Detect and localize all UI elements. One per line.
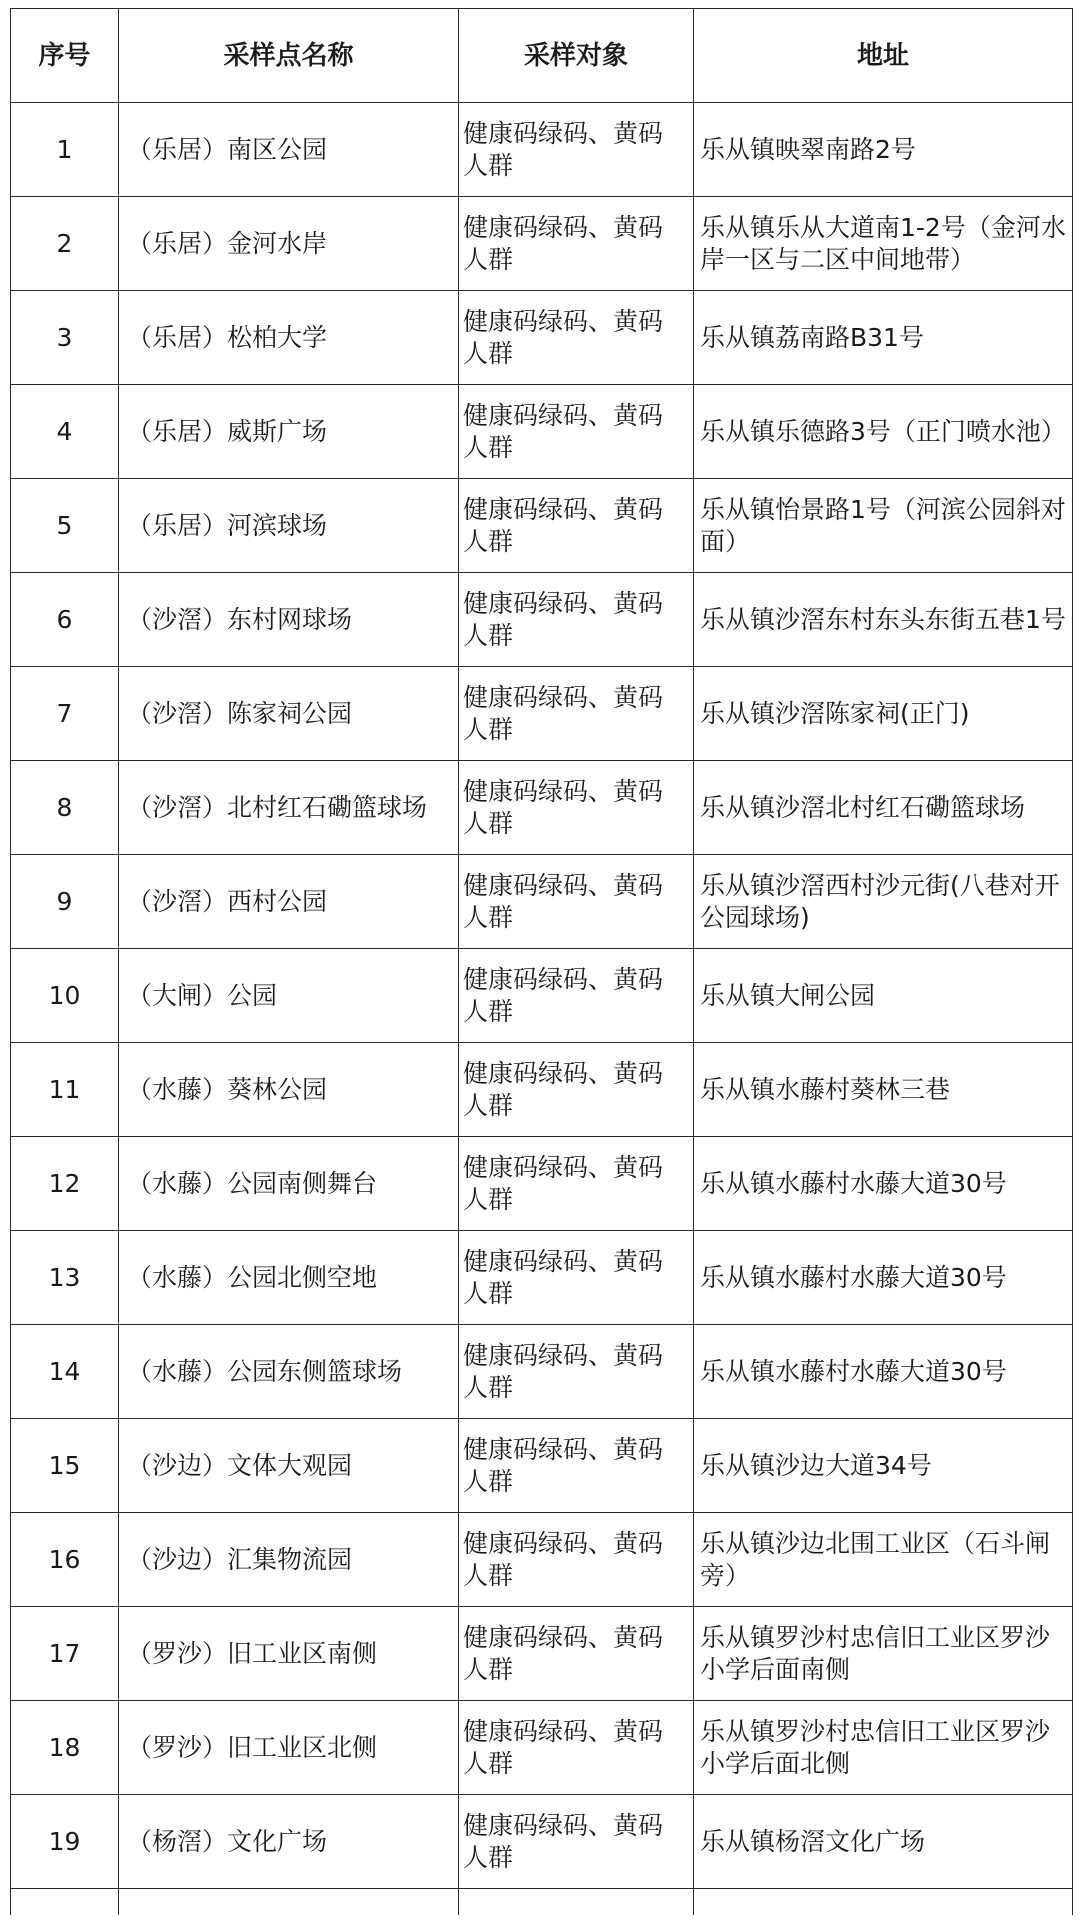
empty-cell (11, 1889, 119, 1915)
cell-site-name: （沙边）文体大观园 (119, 1419, 459, 1513)
cell-site-name: （罗沙）旧工业区北侧 (119, 1701, 459, 1795)
cell-address: 乐从镇沙边大道34号 (694, 1419, 1073, 1513)
cell-site-name: （乐居）金河水岸 (119, 197, 459, 291)
cell-address: 乐从镇沙滘陈家祠(正门) (694, 667, 1073, 761)
empty-cell (119, 1889, 459, 1915)
cell-sampling-target: 健康码绿码、黄码人群 (459, 573, 694, 667)
cell-serial-number: 1 (11, 103, 119, 197)
cell-sampling-target: 健康码绿码、黄码人群 (459, 761, 694, 855)
cell-serial-number: 5 (11, 479, 119, 573)
cell-address: 乐从镇映翠南路2号 (694, 103, 1073, 197)
cell-address: 乐从镇沙滘北村红石磡篮球场 (694, 761, 1073, 855)
cell-sampling-target: 健康码绿码、黄码人群 (459, 1795, 694, 1889)
cell-site-name: （沙滘）西村公园 (119, 855, 459, 949)
cell-address: 乐从镇罗沙村忠信旧工业区罗沙小学后面北侧 (694, 1701, 1073, 1795)
cell-address: 乐从镇水藤村水藤大道30号 (694, 1325, 1073, 1419)
cell-sampling-target: 健康码绿码、黄码人群 (459, 479, 694, 573)
cell-sampling-target: 健康码绿码、黄码人群 (459, 103, 694, 197)
cell-serial-number: 9 (11, 855, 119, 949)
cell-site-name: （罗沙）旧工业区南侧 (119, 1607, 459, 1701)
header-row (11, 9, 1073, 103)
cell-serial-number: 14 (11, 1325, 119, 1419)
table-header (11, 9, 1073, 103)
cell-serial-number: 18 (11, 1701, 119, 1795)
cell-serial-number: 19 (11, 1795, 119, 1889)
cell-serial-number: 3 (11, 291, 119, 385)
cell-sampling-target: 健康码绿码、黄码人群 (459, 197, 694, 291)
cell-sampling-target: 健康码绿码、黄码人群 (459, 667, 694, 761)
cell-serial-number: 16 (11, 1513, 119, 1607)
table-row (11, 103, 1073, 197)
cell-serial-number: 4 (11, 385, 119, 479)
cell-site-name: （沙边）汇集物流园 (119, 1513, 459, 1607)
table-row (11, 1607, 1073, 1701)
table-row (11, 761, 1073, 855)
cell-sampling-target: 健康码绿码、黄码人群 (459, 1419, 694, 1513)
cell-serial-number: 11 (11, 1043, 119, 1137)
cell-address: 乐从镇怡景路1号（河滨公园斜对面） (694, 479, 1073, 573)
cell-address: 乐从镇沙滘西村沙元街(八巷对开公园球场) (694, 855, 1073, 949)
table-row (11, 573, 1073, 667)
table-row-partial (11, 1889, 1073, 1915)
empty-cell (694, 1889, 1073, 1915)
header-sampling-target: 采样对象 (459, 9, 694, 103)
cell-serial-number: 13 (11, 1231, 119, 1325)
cell-site-name: （水藤）公园东侧篮球场 (119, 1325, 459, 1419)
table-row (11, 197, 1073, 291)
table-row (11, 1513, 1073, 1607)
cell-serial-number: 10 (11, 949, 119, 1043)
cell-serial-number: 6 (11, 573, 119, 667)
cell-site-name: （水藤）葵林公园 (119, 1043, 459, 1137)
table-row (11, 1231, 1073, 1325)
table-row (11, 667, 1073, 761)
cell-serial-number: 8 (11, 761, 119, 855)
cell-site-name: （乐居）河滨球场 (119, 479, 459, 573)
cell-site-name: （沙滘）北村红石磡篮球场 (119, 761, 459, 855)
cell-site-name: （水藤）公园北侧空地 (119, 1231, 459, 1325)
cell-sampling-target: 健康码绿码、黄码人群 (459, 385, 694, 479)
table-row (11, 385, 1073, 479)
table-row (11, 949, 1073, 1043)
cell-serial-number: 2 (11, 197, 119, 291)
table-row (11, 1043, 1073, 1137)
cell-address: 乐从镇水藤村水藤大道30号 (694, 1231, 1073, 1325)
cell-serial-number: 7 (11, 667, 119, 761)
table-row (11, 1419, 1073, 1513)
cell-address: 乐从镇荔南路B31号 (694, 291, 1073, 385)
cell-site-name: （大闸）公园 (119, 949, 459, 1043)
cell-sampling-target: 健康码绿码、黄码人群 (459, 1043, 694, 1137)
header-serial-number: 序号 (11, 9, 119, 103)
header-address: 地址 (694, 9, 1073, 103)
cell-site-name: （乐居）南区公园 (119, 103, 459, 197)
cell-serial-number: 15 (11, 1419, 119, 1513)
cell-site-name: （杨滘）文化广场 (119, 1795, 459, 1889)
table-row (11, 479, 1073, 573)
cell-sampling-target: 健康码绿码、黄码人群 (459, 1607, 694, 1701)
cell-site-name: （沙滘）东村网球场 (119, 573, 459, 667)
sampling-sites-table (10, 8, 1073, 1915)
header-site-name: 采样点名称 (119, 9, 459, 103)
table-row (11, 1137, 1073, 1231)
cell-sampling-target: 健康码绿码、黄码人群 (459, 1701, 694, 1795)
table-row (11, 1795, 1073, 1889)
cell-sampling-target: 健康码绿码、黄码人群 (459, 1513, 694, 1607)
cell-address: 乐从镇罗沙村忠信旧工业区罗沙小学后面南侧 (694, 1607, 1073, 1701)
cell-serial-number: 12 (11, 1137, 119, 1231)
cell-sampling-target: 健康码绿码、黄码人群 (459, 1325, 694, 1419)
table-row (11, 1325, 1073, 1419)
cell-address: 乐从镇大闸公园 (694, 949, 1073, 1043)
cell-sampling-target: 健康码绿码、黄码人群 (459, 1137, 694, 1231)
empty-cell (459, 1889, 694, 1915)
cell-sampling-target: 健康码绿码、黄码人群 (459, 949, 694, 1043)
table-row (11, 1701, 1073, 1795)
cell-address: 乐从镇杨滘文化广场 (694, 1795, 1073, 1889)
table-row (11, 291, 1073, 385)
table-body (11, 103, 1073, 1915)
cell-serial-number: 17 (11, 1607, 119, 1701)
cell-sampling-target: 健康码绿码、黄码人群 (459, 1231, 694, 1325)
table-row (11, 855, 1073, 949)
cell-site-name: （沙滘）陈家祠公园 (119, 667, 459, 761)
cell-site-name: （乐居）松柏大学 (119, 291, 459, 385)
cell-site-name: （乐居）威斯广场 (119, 385, 459, 479)
cell-sampling-target: 健康码绿码、黄码人群 (459, 291, 694, 385)
cell-address: 乐从镇沙滘东村东头东街五巷1号 (694, 573, 1073, 667)
cell-address: 乐从镇水藤村葵林三巷 (694, 1043, 1073, 1137)
cell-sampling-target: 健康码绿码、黄码人群 (459, 855, 694, 949)
cell-address: 乐从镇沙边北围工业区（石斗闸旁） (694, 1513, 1073, 1607)
cell-address: 乐从镇乐德路3号（正门喷水池） (694, 385, 1073, 479)
cell-address: 乐从镇乐从大道南1-2号（金河水岸一区与二区中间地带） (694, 197, 1073, 291)
cell-site-name: （水藤）公园南侧舞台 (119, 1137, 459, 1231)
cell-address: 乐从镇水藤村水藤大道30号 (694, 1137, 1073, 1231)
